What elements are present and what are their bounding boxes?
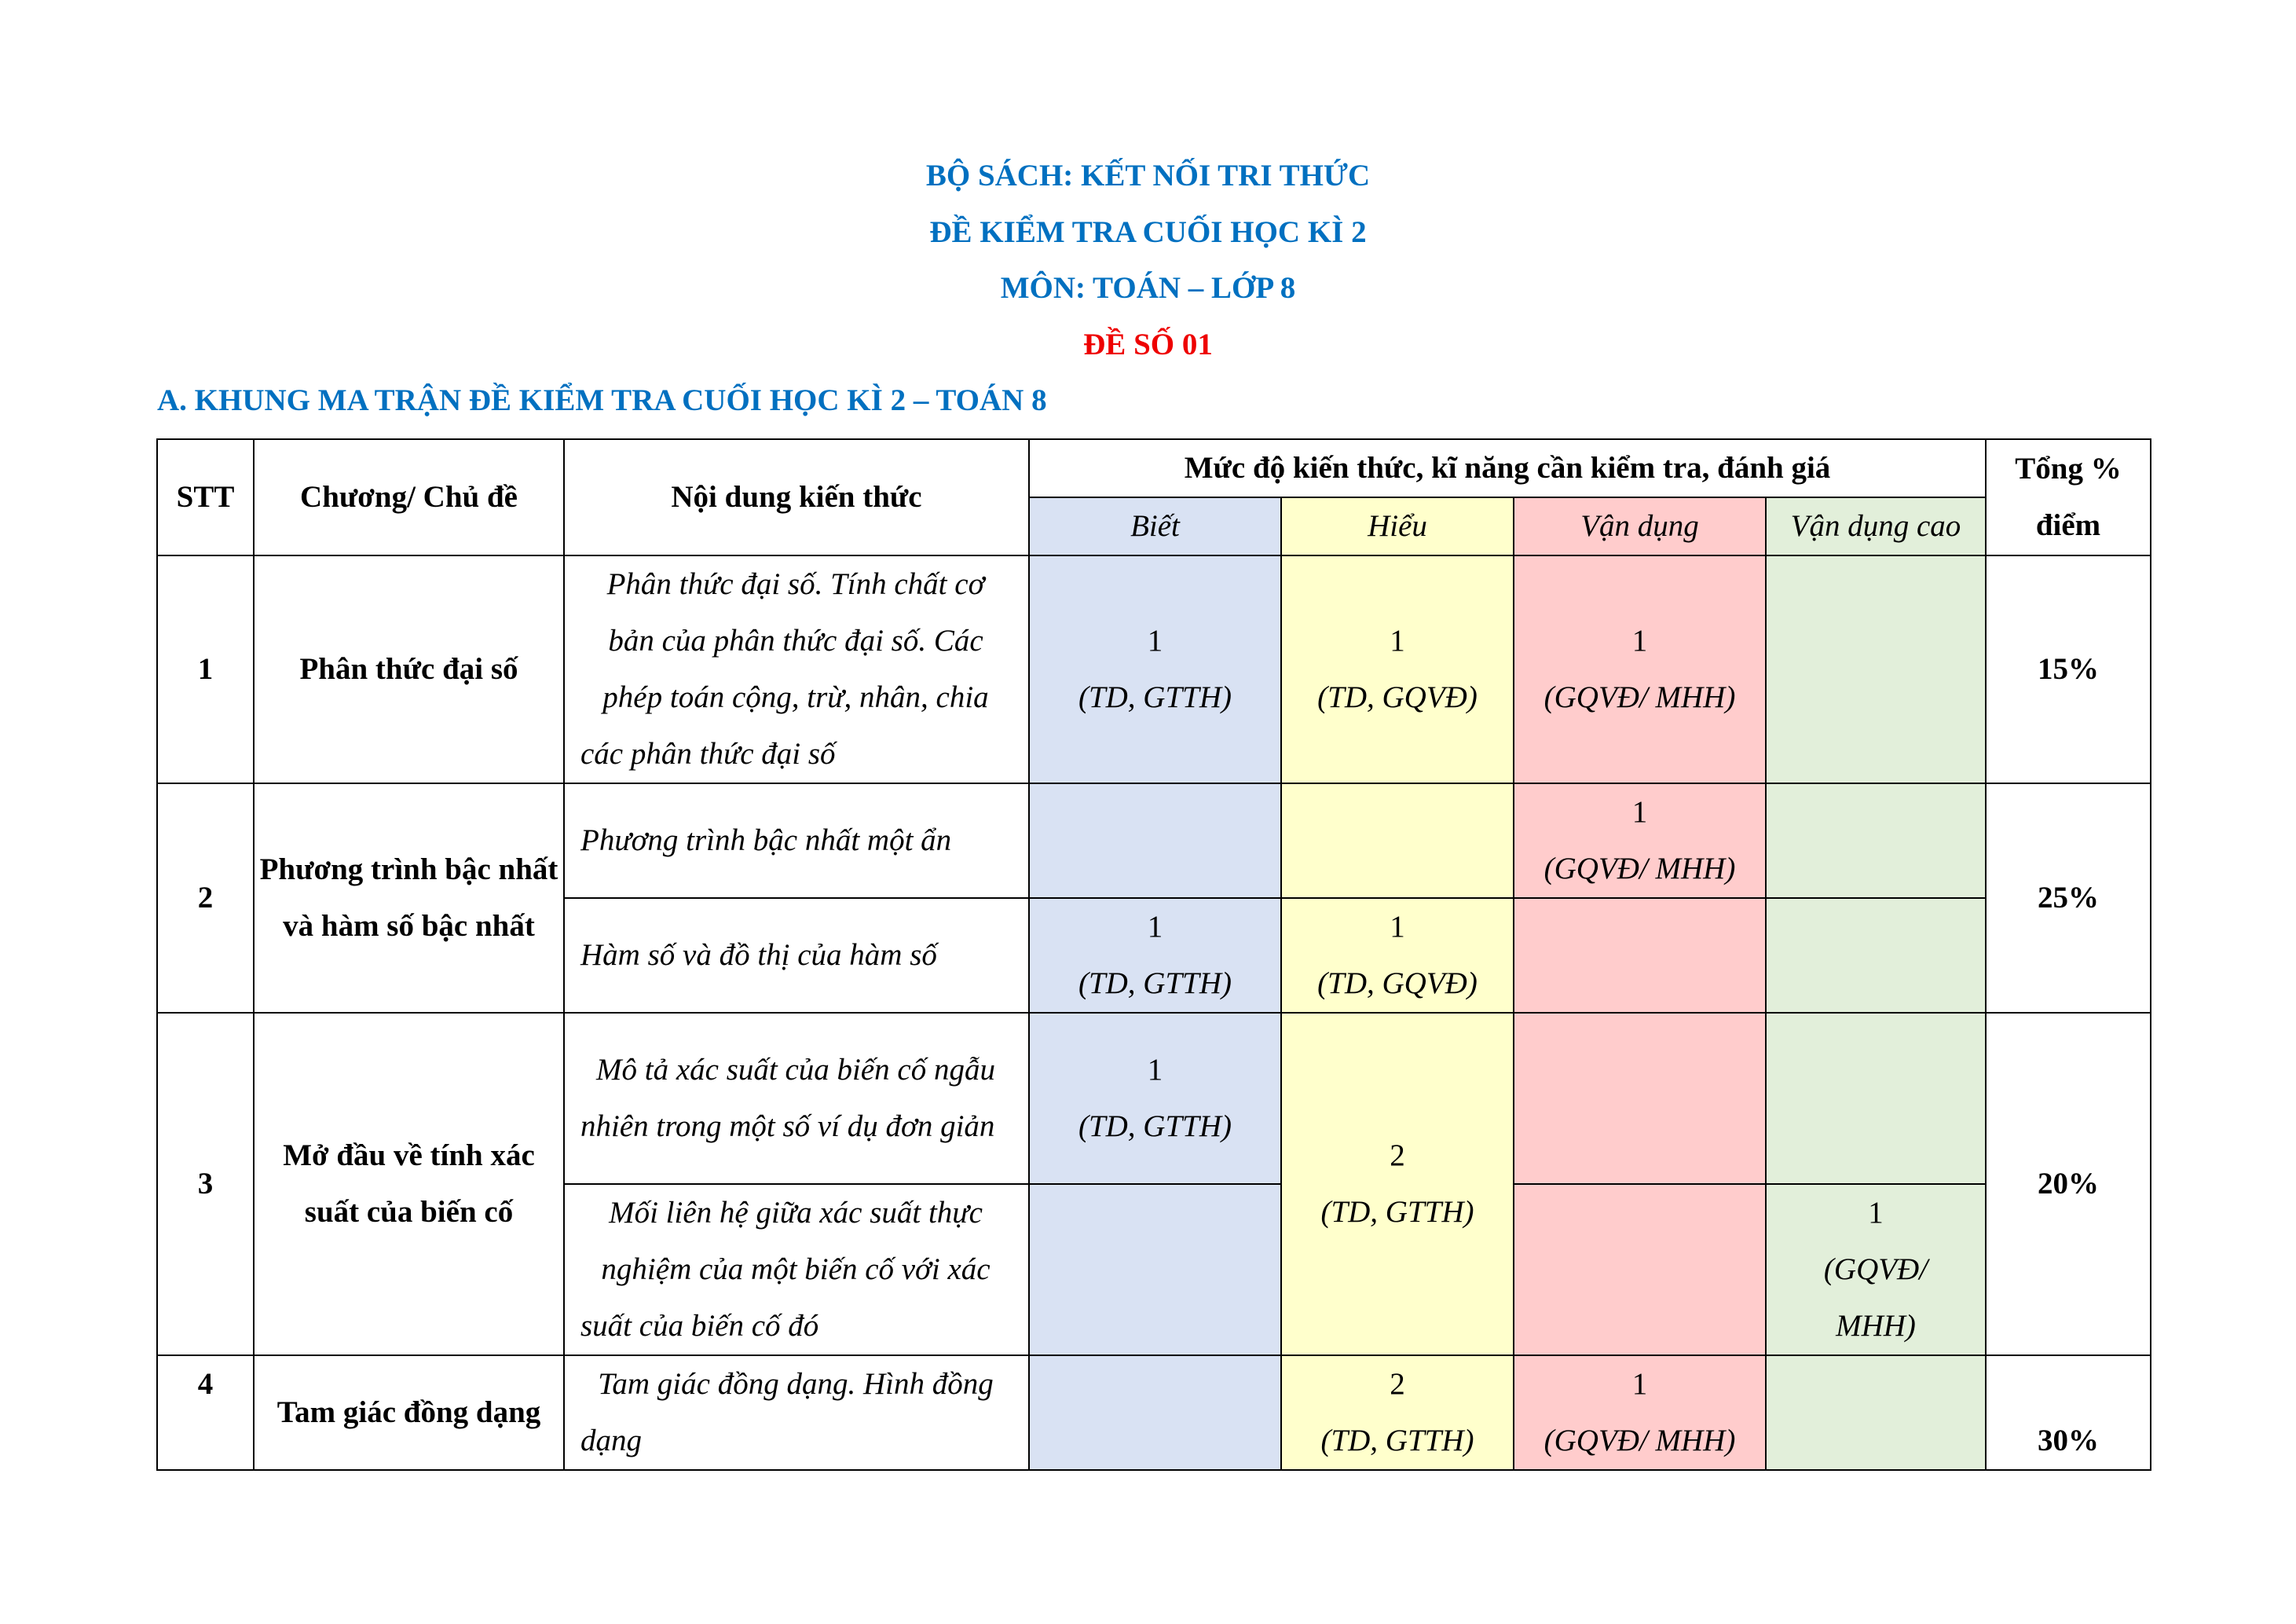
table-row xyxy=(157,555,2151,783)
count: 1 xyxy=(1631,1367,1648,1401)
competency: (TD, GTTH) xyxy=(1320,1195,1474,1229)
competency: (GQVĐ/ MHH) xyxy=(1543,1424,1736,1457)
count: 1 xyxy=(1147,1053,1163,1087)
header-van-dung-cao: Vận dụng cao xyxy=(1766,497,1986,555)
competency: (TD, GTTH) xyxy=(1078,680,1232,714)
competency: (TD, GTTH) xyxy=(1320,1424,1474,1457)
van-dung-cell xyxy=(1514,555,1766,783)
biet-cell xyxy=(1029,1013,1281,1184)
header-stt: STT xyxy=(157,439,254,555)
header-biet: Biết xyxy=(1029,497,1281,555)
van-dung-cell xyxy=(1514,783,1766,898)
exam-matrix-table xyxy=(156,438,2151,1471)
content-cell: Mô tả xác suất của biến cố ngẫu nhiên trong một số ví dụ đơn giản xyxy=(564,1013,1029,1184)
competency: (TD, GTTH) xyxy=(1078,966,1232,1000)
van-dung-cao-cell xyxy=(1766,783,1986,898)
header-chapter: Chương/ Chủ đề xyxy=(254,439,564,555)
hieu-cell xyxy=(1281,783,1514,898)
stt-cell: 4 xyxy=(157,1355,254,1470)
table-row xyxy=(157,1355,2151,1470)
van-dung-cao-cell xyxy=(1766,1013,1986,1184)
competency: (GQVĐ/ MHH) xyxy=(1543,852,1736,885)
count: 2 xyxy=(1390,1138,1405,1172)
total-cell: 30% xyxy=(1986,1355,2151,1470)
header-total-line2: điểm xyxy=(2035,508,2101,542)
exam-title: ĐỀ KIỂM TRA CUỐI HỌC KÌ 2 xyxy=(929,215,1367,249)
hieu-cell xyxy=(1281,898,1514,1013)
content-cell: Tam giác đồng dạng. Hình đồng dạng xyxy=(564,1355,1029,1470)
count: 1 xyxy=(1868,1196,1884,1230)
count: 2 xyxy=(1390,1367,1405,1401)
content-cell: Phương trình bậc nhất một ẩn xyxy=(564,783,1029,898)
header-total-line1: Tổng % xyxy=(2015,452,2122,486)
van-dung-cell xyxy=(1514,1013,1766,1184)
chapter-cell: Phương trình bậc nhất và hàm số bậc nhất xyxy=(254,783,564,1013)
content-cell: Mối liên hệ giữa xác suất thực nghiệm của một biến cố với xác suất của biến cố đó xyxy=(564,1184,1029,1355)
van-dung-cao-cell xyxy=(1766,555,1986,783)
stt-cell: 3 xyxy=(157,1013,254,1355)
competency: (TD, GTTH) xyxy=(1078,1109,1232,1143)
content-cell: Hàm số và đồ thị của hàm số xyxy=(564,898,1029,1013)
count: 1 xyxy=(1147,624,1163,658)
subject-title: MÔN: TOÁN – LỚP 8 xyxy=(1000,271,1296,305)
chapter-cell: Phân thức đại số xyxy=(254,555,564,783)
competency: (TD, GQVĐ) xyxy=(1317,680,1478,714)
chapter-cell: Mở đầu về tính xác suất của biến cố xyxy=(254,1013,564,1355)
count: 1 xyxy=(1631,624,1648,658)
van-dung-cell xyxy=(1514,1355,1766,1470)
content-cell: Phân thức đại số. Tính chất cơ bản của phân thức đại số. Các phép toán cộng, trừ, nhân, chia các phân thức đại số xyxy=(564,555,1029,783)
total-cell: 15% xyxy=(1986,555,2151,783)
count: 1 xyxy=(1147,910,1163,944)
chapter-cell: Tam giác đồng dạng xyxy=(254,1355,564,1470)
exam-number: ĐỀ SỐ 01 xyxy=(1083,328,1213,361)
hieu-cell xyxy=(1281,1013,1514,1355)
count: 1 xyxy=(1631,795,1648,829)
hieu-cell xyxy=(1281,1355,1514,1470)
header-van-dung: Vận dụng xyxy=(1514,497,1766,555)
header-total xyxy=(1986,439,2151,555)
competency: MHH) xyxy=(1836,1309,1916,1343)
table-row xyxy=(157,1013,2151,1184)
count: 1 xyxy=(1390,624,1405,658)
header-content: Nội dung kiến thức xyxy=(564,439,1029,555)
header-level-group: Mức độ kiến thức, kĩ năng cần kiểm tra, đánh giá xyxy=(1029,439,1986,497)
header-row-1 xyxy=(157,439,2151,497)
biet-cell xyxy=(1029,898,1281,1013)
header-hieu: Hiểu xyxy=(1281,497,1514,555)
competency: (GQVĐ/ xyxy=(1823,1252,1928,1286)
biet-cell xyxy=(1029,1184,1281,1355)
stt-cell: 1 xyxy=(157,555,254,783)
section-heading: A. KHUNG MA TRẬN ĐỀ KIỂM TRA CUỐI HỌC KÌ 2 – TOÁN 8 xyxy=(157,383,1047,417)
van-dung-cao-cell xyxy=(1766,1184,1986,1355)
count: 1 xyxy=(1390,910,1405,944)
total-cell: 20% xyxy=(1986,1013,2151,1355)
table-row xyxy=(157,783,2151,898)
van-dung-cell xyxy=(1514,898,1766,1013)
biet-cell xyxy=(1029,1355,1281,1470)
total-cell: 25% xyxy=(1986,783,2151,1013)
book-series-title: BỘ SÁCH: KẾT NỐI TRI THỨC xyxy=(925,159,1371,192)
van-dung-cell xyxy=(1514,1184,1766,1355)
biet-cell xyxy=(1029,555,1281,783)
hieu-cell xyxy=(1281,555,1514,783)
biet-cell xyxy=(1029,783,1281,898)
van-dung-cao-cell xyxy=(1766,898,1986,1013)
van-dung-cao-cell xyxy=(1766,1355,1986,1470)
competency: (TD, GQVĐ) xyxy=(1317,966,1478,1000)
competency: (GQVĐ/ MHH) xyxy=(1543,680,1736,714)
stt-cell: 2 xyxy=(157,783,254,1013)
